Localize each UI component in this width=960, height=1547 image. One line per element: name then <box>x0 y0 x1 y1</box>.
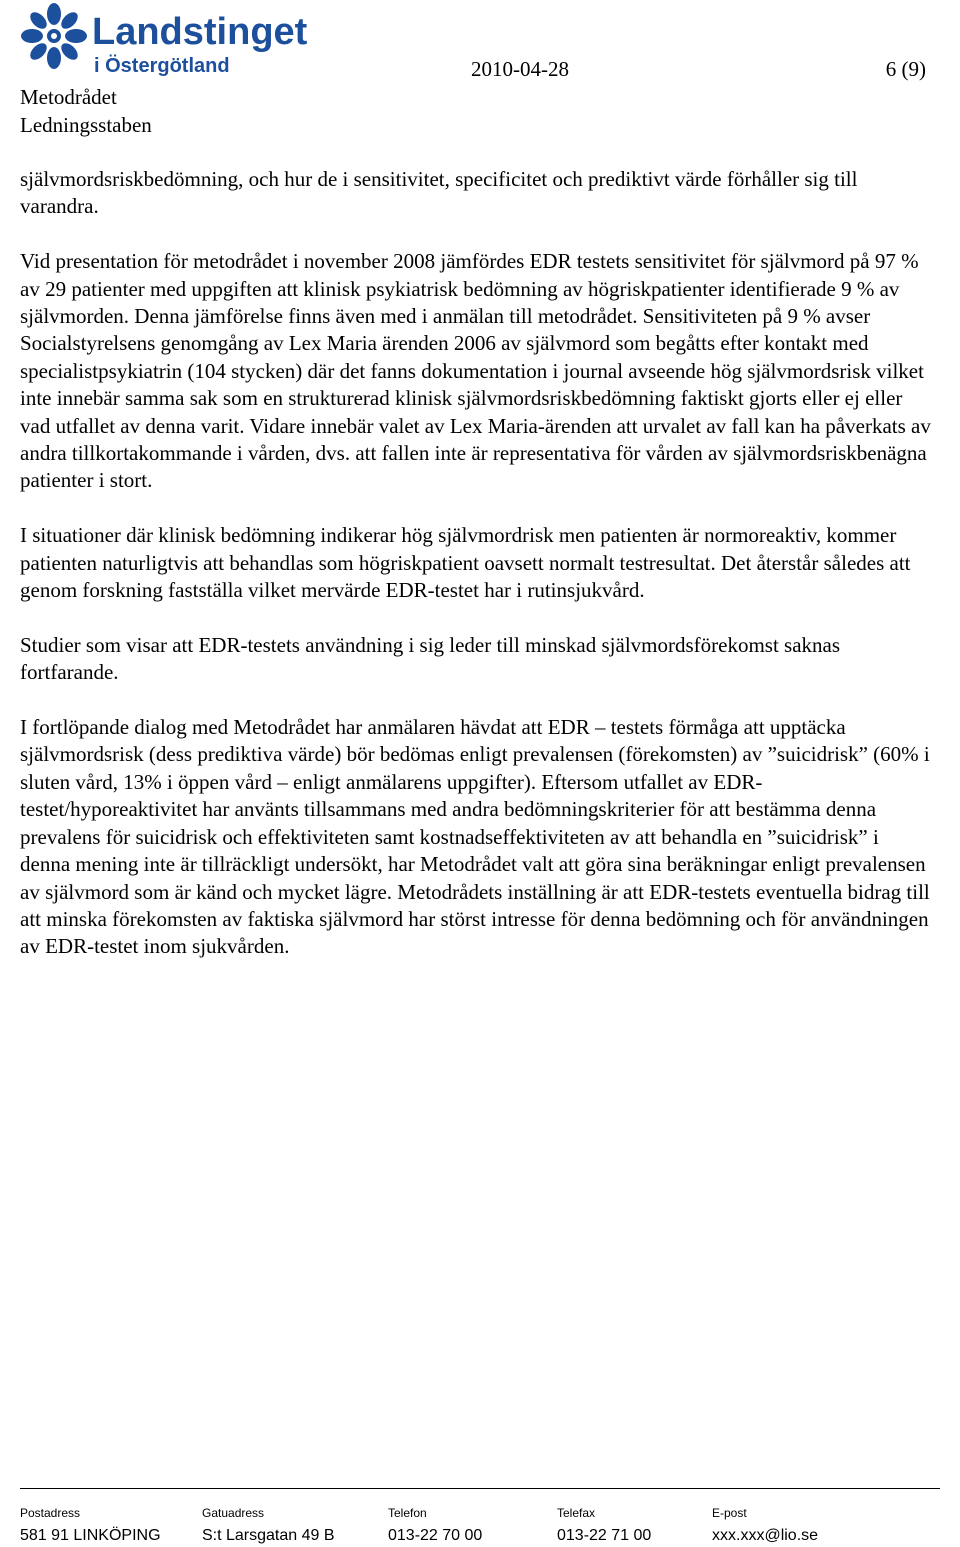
footer-value: 013-22 70 00 <box>388 1527 483 1544</box>
footer-label: Telefon <box>388 1506 427 1520</box>
footer-value: S:t Larsgatan 49 B <box>202 1527 335 1544</box>
footer-value: xxx.xxx@lio.se <box>712 1527 819 1544</box>
paragraph: Studier som visar att EDR-testets användning i sig leder till minskad självmordsförekomst saknas fortfarande. <box>20 632 841 685</box>
paragraph: I fortlöpande dialog med Metodrådet har anmälaren hävdat att EDR – testets förmåga att upptäcka självmordsrisk (dess prediktiva värde) bör bedömas enligt prevalensen (förekomsten) av ”suicidrisk” (60% i sluten vård, 13% i öppen vård – enligt anmälarens uppgifter). Eftersom utfallet av EDR-testet/hyporeaktivitet har använts tillsammans med andra bedömningskriterier för att bestämma denna prevalens för suicidrisk och effektiviteten samt kostnadseffektiviteten av att behandla en ”suicidrisk” i denna mening inte är tillräckligt undersökt, har Metodrådet valt att göra sina beräkningar enligt prevalensen av självmord som är känd och mycket lägre. Metodrådets inställning är att EDR-testets eventuella bidrag till att minska förekomsten av faktiska självmord har störst intresse för denna bedömning och för användningen av EDR-testet inom sjukvården. <box>20 715 930 959</box>
logo-subtext: i Östergötland <box>94 55 230 77</box>
footer-street <box>202 1505 335 1547</box>
document-date: 2010-04-28 <box>471 57 569 81</box>
footer-divider <box>20 1488 940 1489</box>
landstinget-logo <box>20 2 320 78</box>
page-number: 6 (9) <box>885 57 926 81</box>
logo-graphic <box>20 2 320 78</box>
footer-label: Gatuadress <box>202 1506 265 1520</box>
unit-name: Ledningsstaben <box>20 113 152 137</box>
footer-value: 581 91 LINKÖPING <box>20 1527 161 1544</box>
department-name: Metodrådet <box>20 85 117 109</box>
document-body <box>20 166 932 988</box>
paragraph: självmordsriskbedömning, och hur de i sensitivitet, specificitet och prediktivt värde förhåller sig till varandra. <box>20 167 858 219</box>
footer-email <box>712 1505 818 1547</box>
paragraph: Vid presentation för metodrådet i november 2008 jämfördes EDR testets sensitivitet för självmord på 97 % av 29 patienter med uppgiften att klinisk psykiatrisk bedömning av högriskpatienter identifierade 9 % av självmorden. Denna jämförelse finns även med i anmälan till metodrådet. Sensitiviteten på 9 % avser Socialstyrelsens genomgång av Lex Maria ärenden 2006 av självmord som begåtts efter kontakt med specialistpsykiatrin (104 stycken) där det fanns dokumentation i journal avseende hög självmordsrisk vilket inte innebär samma sak som en strukturerad klinisk självmordsriskbedömning faktiskt gjorts eller ej eller vad utfallet av denna varit. Vidare innebär valet av Lex Maria-ärenden att urvalet av fall kan ha påverkats av andra tillkortakommande i vården, dvs. att fallen inte är representativa för vården av självmordsriskbenägna patienter i stort. <box>20 249 931 493</box>
footer-phone <box>388 1505 482 1547</box>
footer-label: Postadress <box>20 1506 81 1520</box>
footer-value: 013-22 71 00 <box>557 1527 652 1544</box>
footer-postal <box>20 1505 161 1547</box>
logo-wordmark: Landstinget <box>92 11 308 53</box>
footer-fax <box>557 1505 651 1547</box>
flower-emblem-icon <box>21 3 87 69</box>
footer-label: Telefax <box>557 1506 596 1520</box>
footer-label: E-post <box>712 1506 747 1520</box>
paragraph: I situationer där klinisk bedömning indikerar hög självmordrisk men patienten är normoreaktiv, kommer patienten naturligtvis att behandlas som högriskpatient oavsett normalt testresultat. Det återstår således att genom forskning fastställa vilket mervärde EDR-testet har i rutinsjukvård. <box>20 523 911 603</box>
